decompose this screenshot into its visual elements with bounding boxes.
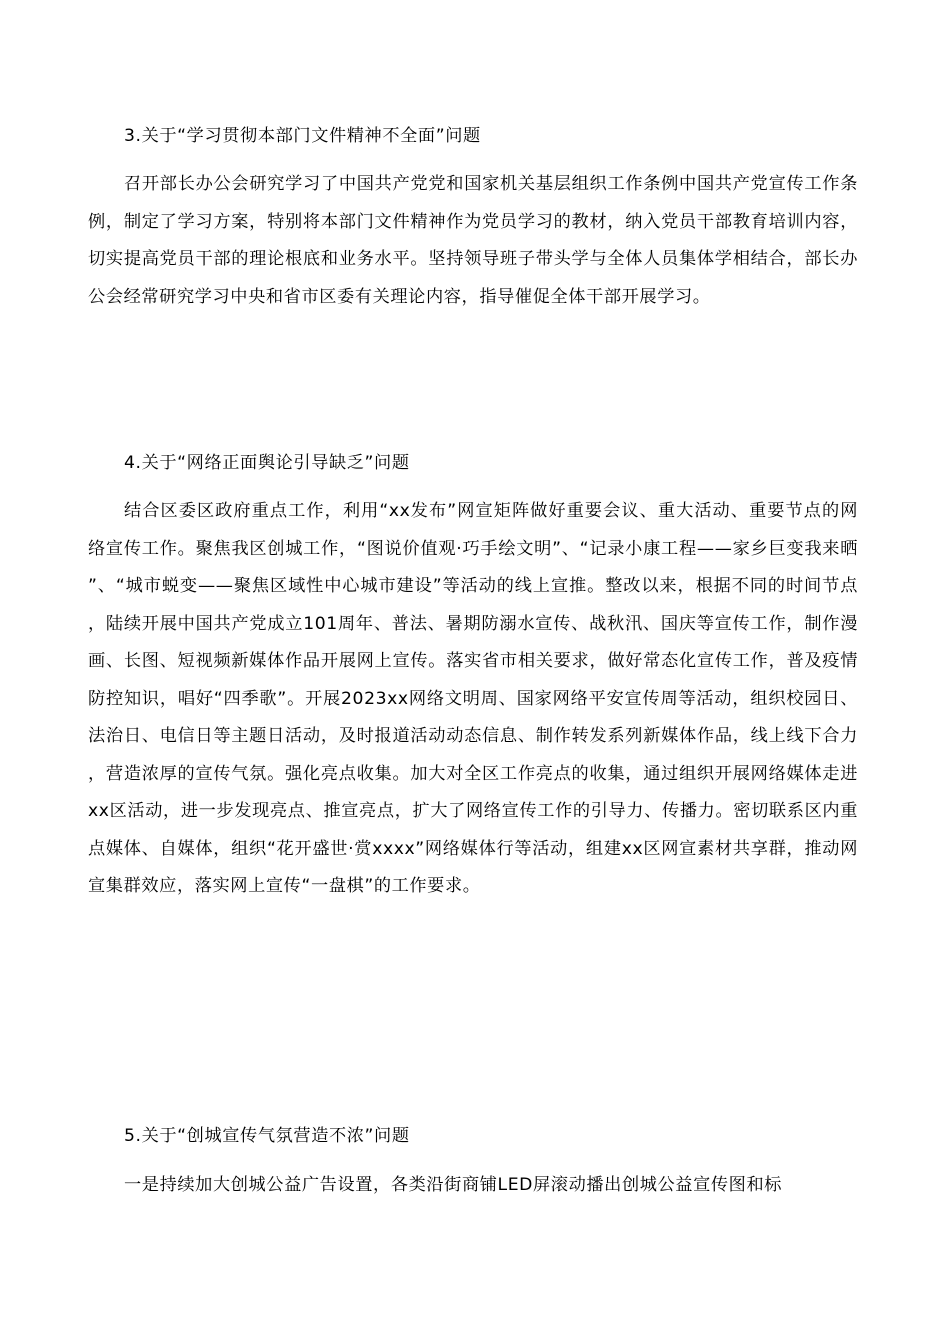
section-heading-5: 5.关于“创城宣传气氛营造不浓”问题: [124, 1126, 410, 1146]
section-heading-3: 3.关于“学习贯彻本部门文件精神不全面”问题: [124, 126, 481, 146]
section-paragraph-4: 结合区委区政府重点工作，利用“xx发布”网宣矩阵做好重要会议、重大活动、重要节点的网络宣传工作。聚焦我区创城工作，“图说价值观·巧手绘文明”、“记录小康工程——家乡巨变我来晒”、“城市蜕变——聚焦区域性中心城市建设”等活动的线上宣推。整改以来，根据不同的时间节点，陆续开展中国共产党成立101周年、普法、暑期防溺水宣传、战秋汛、国庆等宣传工作，制作漫画、长图、短视频新媒体作品开展网上宣传。落实省市相关要求，做好常态化宣传工作，普及疫情防控知识，唱好“四季歌”。开展2023xx网络文明周、国家网络平安宣传周等活动，组织校园日、法治日、电信日等主题日活动，及时报道活动动态信息、制作转发系列新媒体作品，线上线下合力，营造浓厚的宣传气氛。强化亮点收集。加大对全区工作亮点的收集，通过组织开展网络媒体走进xx区活动，进一步发现亮点、推宣亮点，扩大了网络宣传工作的引导力、传播力。密切联系区内重点媒体、自媒体，组织“花开盛世·赏xxxx”网络媒体行等活动，组建xx区网宣素材共享群，推动网宣集群效应，落实网上宣传“一盘棋”的工作要求。: [88, 501, 858, 896]
section-heading-4: 4.关于“网络正面舆论引导缺乏”问题: [124, 453, 410, 473]
section-paragraph-5: 一是持续加大创城公益广告设置，各类沿街商铺LED屏滚动播出创城公益宣传图和标: [124, 1175, 783, 1195]
section-paragraph-3: 召开部长办公会研究学习了中国共产党党和国家机关基层组织工作条例中国共产党宣传工作条例，制定了学习方案，特别将本部门文件精神作为党员学习的教材，纳入党员干部教育培训内容，切实提高党员干部的理论根底和业务水平。坚持领导班子带头学与全体人员集体学相结合，部长办公会经常研究学习中央和省市区委有关理论内容，指导催促全体干部开展学习。: [88, 174, 858, 307]
